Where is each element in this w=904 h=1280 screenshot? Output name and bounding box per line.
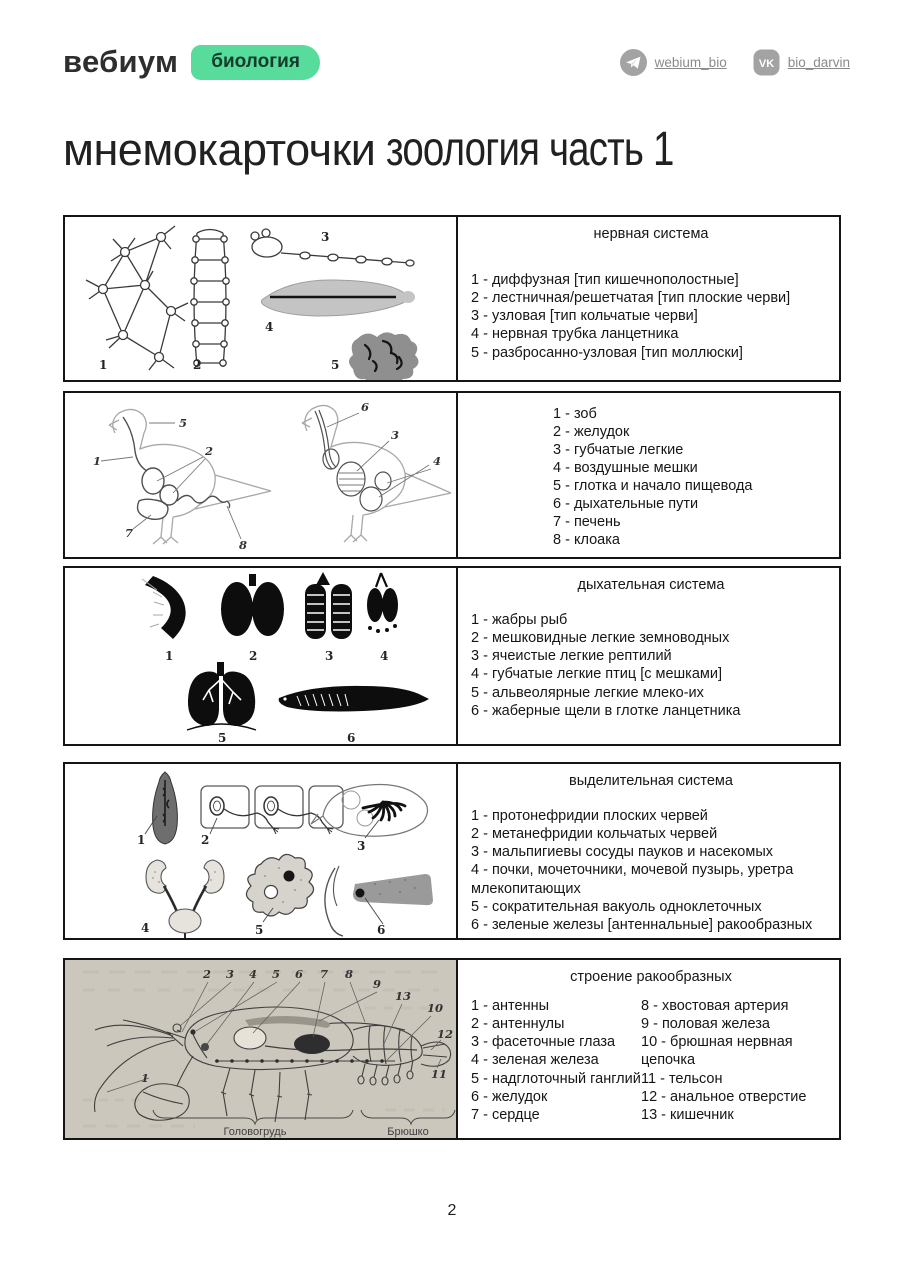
list-item: 4 - зеленая железа bbox=[471, 1052, 599, 1069]
card-title: строение ракообразных bbox=[570, 969, 732, 985]
card-text-crustacean bbox=[458, 960, 839, 1138]
card-title: выделительная система bbox=[569, 773, 733, 789]
list-item: 5 - надглоточный ганглий bbox=[471, 1070, 641, 1087]
figure-number: 13 bbox=[395, 989, 412, 1003]
item-list-right bbox=[641, 997, 823, 1124]
list-item: 1 - жабры рыб bbox=[471, 612, 568, 628]
list-item: 5 - сократительная вакуоль одноклеточных bbox=[471, 898, 762, 915]
social-links bbox=[620, 49, 850, 76]
vk-glyph: VK bbox=[758, 57, 774, 70]
brand bbox=[63, 44, 320, 80]
page-title-part1: мнемокарточки bbox=[63, 124, 376, 175]
card-excretory-system bbox=[63, 762, 841, 940]
vk-icon bbox=[753, 49, 780, 76]
figure-number: 4 bbox=[380, 649, 389, 663]
list-item: 8 - клоака bbox=[553, 532, 620, 549]
webium-logo: вебиум bbox=[63, 44, 179, 79]
list-item: 4 - губчатые легкие птиц [с мешками] bbox=[471, 666, 723, 683]
figure-number: 4 bbox=[141, 921, 150, 935]
figure-number: 1 bbox=[137, 833, 146, 847]
card-text-respiratory-system bbox=[458, 568, 839, 744]
cards-container bbox=[63, 215, 841, 1140]
list-item: 11 - тельсон bbox=[641, 1070, 723, 1087]
figure-number: 5 bbox=[272, 967, 281, 981]
list-item: 1 - зоб bbox=[553, 405, 597, 422]
list-item: 3 - узловая [тип кольчатые черви] bbox=[471, 308, 698, 325]
list-item: 7 - печень bbox=[553, 514, 621, 531]
item-list bbox=[471, 611, 831, 720]
figure-number: 2 bbox=[205, 444, 214, 458]
vk-link[interactable] bbox=[753, 49, 850, 76]
figure-caption-cephalothorax: Головогрудь bbox=[223, 1126, 287, 1138]
card-text-nervous-system bbox=[458, 217, 839, 380]
list-item: 1 - антенны bbox=[471, 998, 550, 1014]
page-title bbox=[63, 122, 746, 177]
subject-badge: биология bbox=[191, 45, 320, 80]
list-item: 6 - дыхательные пути bbox=[553, 496, 699, 513]
card-bird-anatomy bbox=[63, 391, 841, 559]
list-item: 3 - ячеистые легкие рептилий bbox=[471, 648, 672, 665]
list-item: 8 - хвостовая артерия bbox=[641, 998, 789, 1014]
list-item: 9 - половая железа bbox=[641, 1016, 770, 1033]
item-list bbox=[471, 271, 831, 362]
list-item: 6 - жаберные щели в глотке ланцетника bbox=[471, 702, 741, 719]
figure-number: 7 bbox=[125, 526, 134, 540]
list-item: 3 - губчатые легкие bbox=[553, 441, 684, 458]
figure-number: 5 bbox=[331, 358, 340, 372]
page-number: 2 bbox=[447, 1202, 457, 1219]
list-item: 2 - антеннулы bbox=[471, 1016, 565, 1033]
list-item: 2 - лестничная/решетчатая [тип плоские черви] bbox=[471, 290, 791, 307]
item-list bbox=[553, 405, 831, 550]
figure-number: 2 bbox=[203, 967, 212, 981]
list-item: 12 - анальное отверстие bbox=[641, 1088, 807, 1105]
figure-number: 2 bbox=[249, 649, 258, 663]
figure-number: 8 bbox=[345, 967, 354, 981]
card-title: дыхательная система bbox=[577, 577, 725, 593]
list-item: 6 - желудок bbox=[471, 1088, 548, 1105]
figure-nervous-system bbox=[65, 217, 458, 380]
card-nervous-system bbox=[63, 215, 841, 382]
figure-number: 1 bbox=[165, 649, 174, 663]
figure-number: 12 bbox=[437, 1027, 454, 1041]
list-item: 13 - кишечник bbox=[641, 1106, 734, 1123]
card-title: нервная система bbox=[593, 226, 709, 242]
figure-number: 1 bbox=[141, 1071, 150, 1085]
figure-number: 6 bbox=[347, 731, 356, 744]
list-item: 2 - метанефридии кольчатых червей bbox=[471, 826, 718, 843]
figure-number: 1 bbox=[99, 358, 108, 372]
figure-number: 2 bbox=[193, 358, 202, 372]
list-item: 10 - брюшная нервная цепочка bbox=[641, 1034, 793, 1069]
figure-number: 3 bbox=[226, 967, 235, 981]
figure-number: 5 bbox=[179, 416, 188, 430]
figure-excretory-system bbox=[65, 764, 458, 938]
figure-number: 3 bbox=[357, 839, 366, 853]
list-item: 7 - сердце bbox=[471, 1106, 540, 1123]
figure-number: 3 bbox=[321, 230, 330, 244]
figure-number: 7 bbox=[320, 967, 329, 981]
figure-number: 10 bbox=[427, 1001, 444, 1015]
list-item: 3 - мальпигиевы сосуды пауков и насекомых bbox=[471, 844, 773, 861]
figure-number: 2 bbox=[201, 833, 210, 847]
list-item: 2 - желудок bbox=[553, 423, 630, 440]
telegram-link[interactable] bbox=[620, 49, 727, 76]
card-text-excretory-system bbox=[458, 764, 839, 938]
figure-number: 4 bbox=[433, 454, 442, 468]
figure-bird-anatomy bbox=[65, 393, 458, 557]
figure-number: 4 bbox=[249, 967, 258, 981]
figure-caption-abdomen: Брюшко bbox=[387, 1126, 429, 1138]
list-item: 1 - диффузная [тип кишечнополостные] bbox=[471, 272, 739, 288]
page-title-part2: зоология часть 1 bbox=[386, 123, 674, 176]
card-respiratory-system bbox=[63, 566, 841, 746]
list-item: 4 - почки, мочеточники, мочевой пузырь, уретра млекопитающих bbox=[471, 862, 794, 897]
figure-number: 3 bbox=[325, 649, 334, 663]
figure-number: 5 bbox=[218, 731, 227, 744]
list-item: 6 - зеленые железы [антеннальные] ракообразных bbox=[471, 916, 813, 933]
figure-number: 4 bbox=[265, 320, 274, 334]
list-item: 5 - разбросанно-узловая [тип моллюски] bbox=[471, 344, 743, 361]
list-item: 1 - протонефридии плоских червей bbox=[471, 808, 708, 824]
item-list bbox=[471, 807, 831, 934]
item-list-left bbox=[471, 997, 641, 1124]
telegram-icon bbox=[620, 49, 647, 76]
figure-number: 5 bbox=[255, 923, 264, 937]
figure-number: 11 bbox=[431, 1067, 448, 1081]
list-item: 2 - мешковидные легкие земноводных bbox=[471, 630, 730, 647]
list-item: 4 - нервная трубка ланцетника bbox=[471, 326, 679, 343]
figure-number: 8 bbox=[239, 538, 248, 552]
list-item: 5 - альвеолярные легкие млеко-их bbox=[471, 684, 704, 701]
figure-number: 6 bbox=[377, 923, 386, 937]
figure-number: 6 bbox=[361, 400, 370, 414]
two-column-list bbox=[471, 997, 831, 1124]
list-item: 3 - фасеточные глаза bbox=[471, 1034, 616, 1051]
list-item: 4 - воздушные мешки bbox=[553, 459, 698, 476]
card-crustacean-structure bbox=[63, 958, 841, 1140]
figure-crustacean bbox=[65, 960, 458, 1138]
card-text-bird-anatomy bbox=[458, 393, 839, 557]
figure-number: 6 bbox=[295, 967, 304, 981]
telegram-handle: webium_bio bbox=[654, 54, 727, 70]
list-item: 5 - глотка и начало пищевода bbox=[553, 478, 753, 494]
figure-number: 9 bbox=[373, 977, 382, 991]
vk-handle: bio_darvin bbox=[787, 54, 850, 70]
header bbox=[63, 44, 850, 80]
figure-number: 3 bbox=[391, 428, 400, 442]
figure-number: 1 bbox=[93, 454, 102, 468]
figure-respiratory-system bbox=[65, 568, 458, 744]
